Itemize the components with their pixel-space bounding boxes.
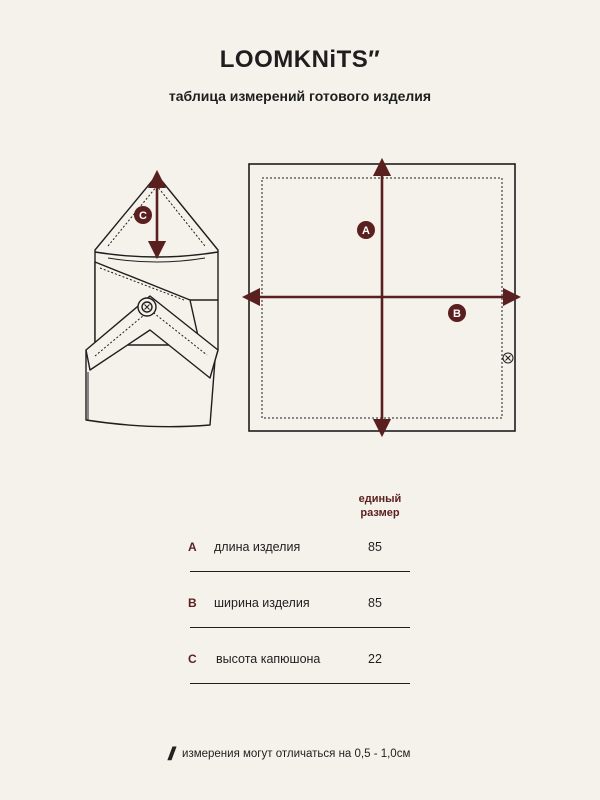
row-value: 85 [368,540,382,554]
footnote [168,744,410,764]
row-value: 85 [368,596,382,610]
row-letter: A [188,540,197,554]
footnote-text: измерения могут отличаться на 0,5 - 1,0см [182,748,411,760]
marker-a-label: A [362,225,370,237]
row-letter: C [188,652,197,666]
double-slash-icon: // [168,743,173,764]
table-row [188,540,410,580]
row-divider [190,571,410,572]
table-row [188,652,410,692]
size-header-line2: размер [360,507,400,519]
page-subtitle: таблица измерений готового изделия [168,88,432,104]
row-letter: B [188,596,197,610]
row-name: ширина изделия [214,596,310,610]
row-name: высота капюшона [216,652,321,666]
marker-c-label: C [139,210,147,222]
row-divider [190,683,410,684]
brand-logo: LOOMKNiTS″ [219,46,381,73]
row-divider [190,627,410,628]
marker-b-label: B [453,308,461,320]
hooded-blanket-illustration [86,175,218,427]
table-row [188,596,410,636]
row-name: длина изделия [214,540,301,554]
size-column-header [345,492,415,520]
row-value: 22 [368,652,382,666]
size-header-line1: единый [358,493,402,505]
